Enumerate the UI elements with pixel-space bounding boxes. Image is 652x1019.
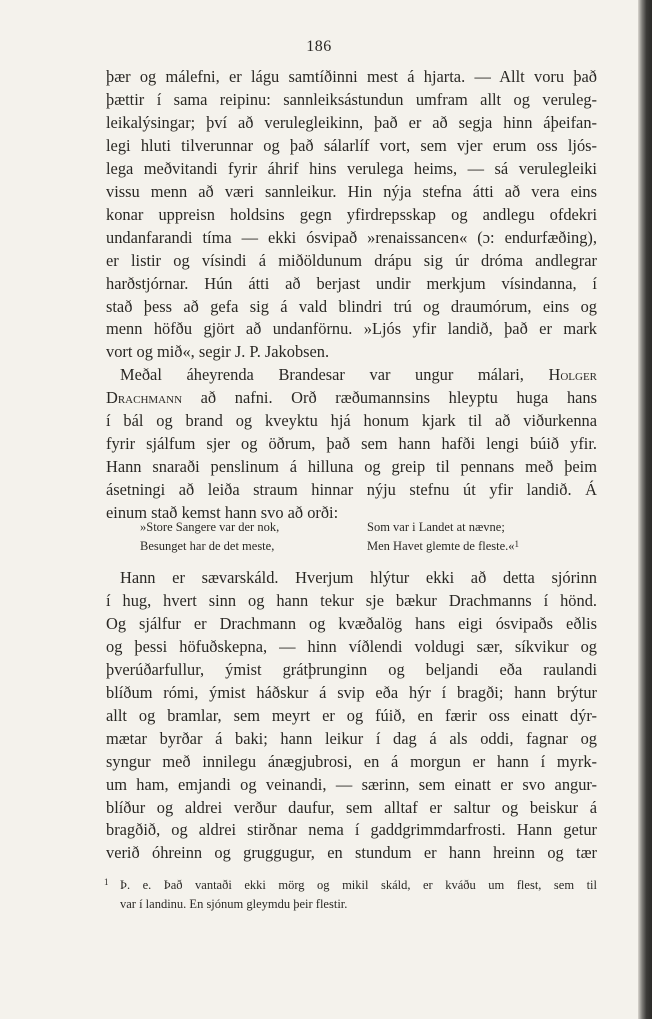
verse-line: »Store Sangere var der nok, (140, 520, 280, 534)
text-line: mætar byrðar á baki; hann leikur í dag á als oddi, fagnar og (106, 728, 597, 748)
text-line: er listir og vísindi á miðöldunum drápu sig úr dróma andlegrar (106, 250, 597, 270)
text-line: þverúðarfullur, ýmist grátþrunginn og beljandi eða raulandi (106, 659, 597, 679)
text-line: undanfarandi tíma — ekki ósvipað »renaissancen« (ɔ: endurfæðing), (106, 227, 597, 247)
text-line: Hann snaraði penslinum á hilluna og greip til pennans með þeim (106, 457, 597, 477)
verse-right-column (367, 518, 519, 556)
text-line: Hann er sævarskáld. Hverjum hlýtur ekki að detta sjórinn (120, 568, 597, 587)
text-line: og þessi höfuðskepna, — hinn víðlendi voldugi sær, síkvikur og (106, 636, 597, 656)
text-line: syngur með innilegu ánægjubrosi, en á morgun er hann í myrk- (106, 751, 597, 771)
body-text-bottom (106, 567, 597, 865)
text-fragment: að nafni. Orð ræðumannsins hleyptu huga hans (200, 388, 597, 408)
text-line: vissu menn að væri sannleikur. Hin nýja stefna átti að vera eins (106, 181, 597, 201)
author-name-last: Drachmann (106, 388, 183, 408)
text-line: blíður og aldrei verður daufur, sem alltaf er saltur og beiskur á (106, 797, 597, 817)
text-line: stað þess að gefa sig á vald blindri trú og draumórum, eins og (106, 296, 597, 316)
footnote-reference: 1 (514, 539, 520, 549)
text-line: fyrir sjálfum sjer og öðrum, það sem hann hafði lengi búið yfir. (106, 434, 597, 454)
author-name-first: Holger (548, 365, 597, 385)
text-line (106, 387, 597, 410)
footnote-line: var í landinu. En sjónum gleymdu þeir flestir. (120, 897, 348, 911)
text-line: vort og mið«, segir J. P. Jakobsen. (106, 342, 330, 362)
text-line: Og sjálfur er Drachmann og kvæðalög hans eigi ósvipaðs eðlis (106, 613, 597, 633)
text-line: þættir í sama reipinu: sannleiksástundun umfram allt og veruleg- (106, 89, 597, 109)
verse-left-column (140, 518, 279, 556)
footnote (106, 876, 597, 914)
text-line: leikalýsingar; því að verulegleikinn, það er að segja hinn áþeifan- (106, 112, 597, 132)
text-line: konar uppreisn holdsins gegn yfirdrepsskap og andlegu ofdekri (106, 204, 597, 224)
text-fragment: Meðal áheyrenda Brandesar var ungur málari, (120, 365, 524, 385)
text-line: í hug, hvert sinn og hann tekur sje bækur Drachmanns í hönd. (106, 590, 597, 610)
text-line: harðstjórnar. Hún átti að berjast undir merkjum vísindanna, í (106, 273, 597, 293)
verse-line: Besunget har de det meste, (140, 539, 275, 553)
text-line: menn höfðu gjört að undanförnu. »Ljós yfir landið, það er mark (106, 319, 597, 339)
book-spine-edge (638, 0, 652, 1019)
verse-line: Som var i Landet at nævne; (367, 520, 505, 534)
verse-line-with-mark (367, 537, 519, 556)
verse-line: Men Havet glemte de fleste.« (367, 539, 515, 553)
text-line: um ham, emjandi og veinandi, — særinn, sem einatt er svo angur- (106, 774, 597, 794)
text-line: allt og bramlar, sem meyrt er og fúið, en færir oss einatt dýr- (106, 705, 597, 725)
text-line: bragðið, og aldrei stirðnar nema í gaddgrimmdarfrosti. Hann getur (106, 820, 597, 840)
text-line: einum stað kemst hann svo að orði: (106, 503, 339, 523)
text-line: blíðum rómi, ýmist háðskur á svip eða hýr í bragði; hann brýtur (106, 682, 597, 702)
footnote-line: Þ. e. Það vantaði ekki mörg og mikil skáld, er kváðu um flest, sem til (120, 878, 597, 892)
text-line (106, 364, 597, 387)
text-line: lega meðvitandi fyrir áhrif hins verulega heims, — sá verulegleiki (106, 158, 597, 178)
text-line: þær og málefni, er lágu samtíðinni mest á hjarta. — Allt voru það (106, 67, 597, 86)
footnote-number: 1 (104, 877, 109, 887)
text-line: ásetningi að leiða straum hinnar nýju stefnu út yfir landið. Á (106, 480, 597, 500)
page-number: 186 (306, 38, 332, 55)
text-line: legi hluti tilverunnar og það sálarlíf vort, sem vjer erum oss ljós- (106, 135, 597, 155)
text-line: í bál og brand og kveyktu hjá honum kjark til að viðurkenna (106, 411, 597, 431)
body-text-top (106, 66, 597, 525)
text-line: verið óhreinn og gruggugur, en stundum er hann hreinn og tær (106, 843, 597, 863)
